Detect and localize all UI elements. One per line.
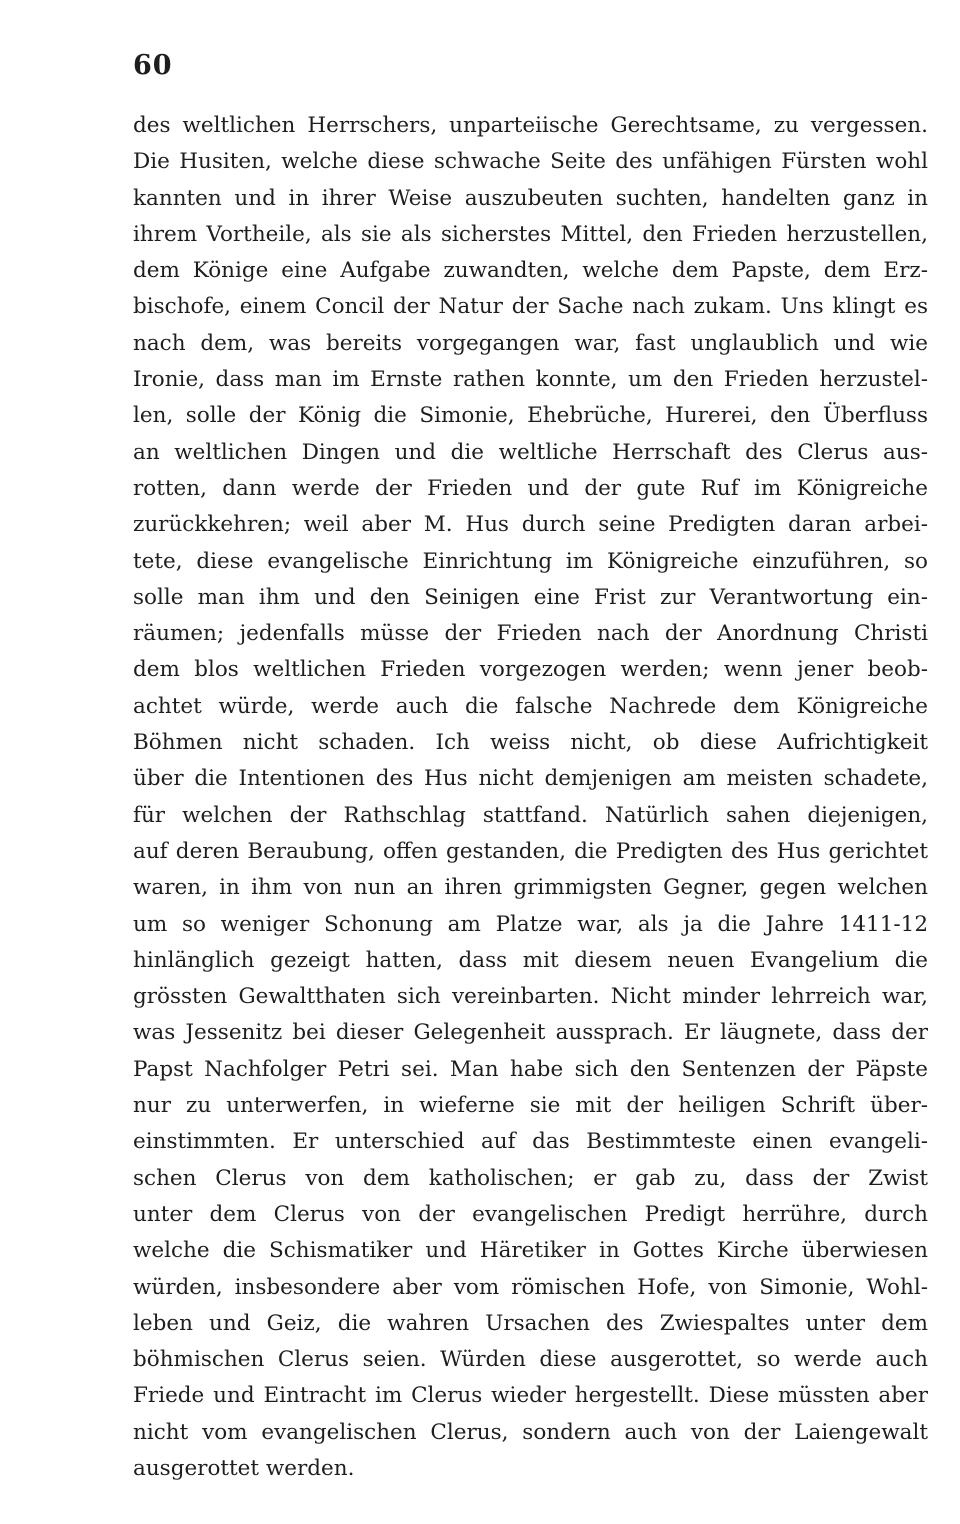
text-line: achtet würde, werde auch die falsche Nachrede dem Königreiche xyxy=(133,693,928,719)
text-line: kannten und in ihrer Weise auszubeuten suchten, handelten ganz in xyxy=(133,185,928,211)
text-line: tete, diese evangelische Einrichtung im Königreiche einzuführen, so xyxy=(133,548,928,574)
text-line: würden, insbesondere aber vom römischen Hofe, von Simonie, Wohl- xyxy=(133,1274,928,1300)
text-line: auf deren Beraubung, offen gestanden, die Predigten des Hus gerichtet xyxy=(133,838,928,864)
text-line: unter dem Clerus von der evangelischen Predigt herrühre, durch xyxy=(133,1201,928,1227)
text-line: len, solle der König die Simonie, Ehebrüche, Hurerei, den Überfluss xyxy=(133,403,928,429)
text-line: nicht vom evangelischen Clerus, sondern auch von der Laiengewalt xyxy=(133,1419,928,1445)
text-line: Papst Nachfolger Petri sei. Man habe sich den Sentenzen der Päpste xyxy=(133,1056,928,1082)
text-line: einstimmten. Er unterschied auf das Bestimmteste einen evangeli- xyxy=(133,1129,928,1155)
text-line: grössten Gewaltthaten sich vereinbarten. Nicht minder lehrreich war, xyxy=(133,984,928,1010)
text-line: hinlänglich gezeigt hatten, dass mit diesem neuen Evangelium die xyxy=(133,947,928,973)
page-number: 60 xyxy=(133,50,173,81)
text-line-last: ausgerottet werden. xyxy=(133,1455,355,1481)
text-line: Die Husiten, welche diese schwache Seite des unfähigen Fürsten wohl xyxy=(133,149,928,175)
text-line: leben und Geiz, die wahren Ursachen des Zwiespaltes unter dem xyxy=(133,1310,928,1336)
text-line: dem Könige eine Aufgabe zuwandten, welche dem Papste, dem Erz- xyxy=(133,258,928,284)
text-line: des weltlichen Herrschers, unparteiische Gerechtsame, zu vergessen. xyxy=(133,113,928,138)
text-line: rotten, dann werde der Frieden und der gute Ruf im Königreiche xyxy=(133,475,928,501)
text-line: über die Intentionen des Hus nicht demjenigen am meisten schadete, xyxy=(133,766,928,792)
text-line: Böhmen nicht schaden. Ich weiss nicht, ob diese Aufrichtigkeit xyxy=(133,730,928,756)
text-line: dem blos weltlichen Frieden vorgezogen werden; wenn jener beob- xyxy=(133,657,928,683)
text-line: Friede und Eintracht im Clerus wieder hergestellt. Diese müssten aber xyxy=(133,1383,928,1409)
text-line: böhmischen Clerus seien. Würden diese ausgerottet, so werde auch xyxy=(133,1347,928,1373)
text-line: räumen; jedenfalls müsse der Frieden nach der Anordnung Christi xyxy=(133,621,928,647)
text-line: um so weniger Schonung am Platze war, als ja die Jahre 1411-12 xyxy=(133,911,928,937)
text-line: Ironie, dass man im Ernste rathen konnte, um den Frieden herzustel- xyxy=(133,367,928,393)
text-line: zurückkehren; weil aber M. Hus durch seine Predigten daran arbei- xyxy=(133,512,928,538)
text-line: für welchen der Rathschlag stattfand. Natürlich sahen diejenigen, xyxy=(133,802,928,828)
text-line: ihrem Vortheile, als sie als sicherstes Mittel, den Frieden herzustellen, xyxy=(133,221,928,247)
text-line: an weltlichen Dingen und die weltliche Herrschaft des Clerus aus- xyxy=(133,439,928,465)
text-line: was Jessenitz bei dieser Gelegenheit aussprach. Er läugnete, dass der xyxy=(133,1020,928,1046)
text-line: nur zu unterwerfen, in wieferne sie mit der heiligen Schrift über- xyxy=(133,1093,928,1119)
text-line: bischofe, einem Concil der Natur der Sache nach zukam. Uns klingt es xyxy=(133,294,928,320)
text-line: solle man ihm und den Seinigen eine Frist zur Verantwortung ein- xyxy=(133,584,928,610)
text-line: welche die Schismatiker und Häretiker in Gottes Kirche überwiesen xyxy=(133,1238,928,1264)
body-text xyxy=(133,108,928,1487)
text-line: waren, in ihm von nun an ihren grimmigsten Gegner, gegen welchen xyxy=(133,875,928,901)
text-line: schen Clerus von dem katholischen; er gab zu, dass der Zwist xyxy=(133,1165,928,1191)
text-line: nach dem, was bereits vorgegangen war, fast unglaublich und wie xyxy=(133,330,928,356)
